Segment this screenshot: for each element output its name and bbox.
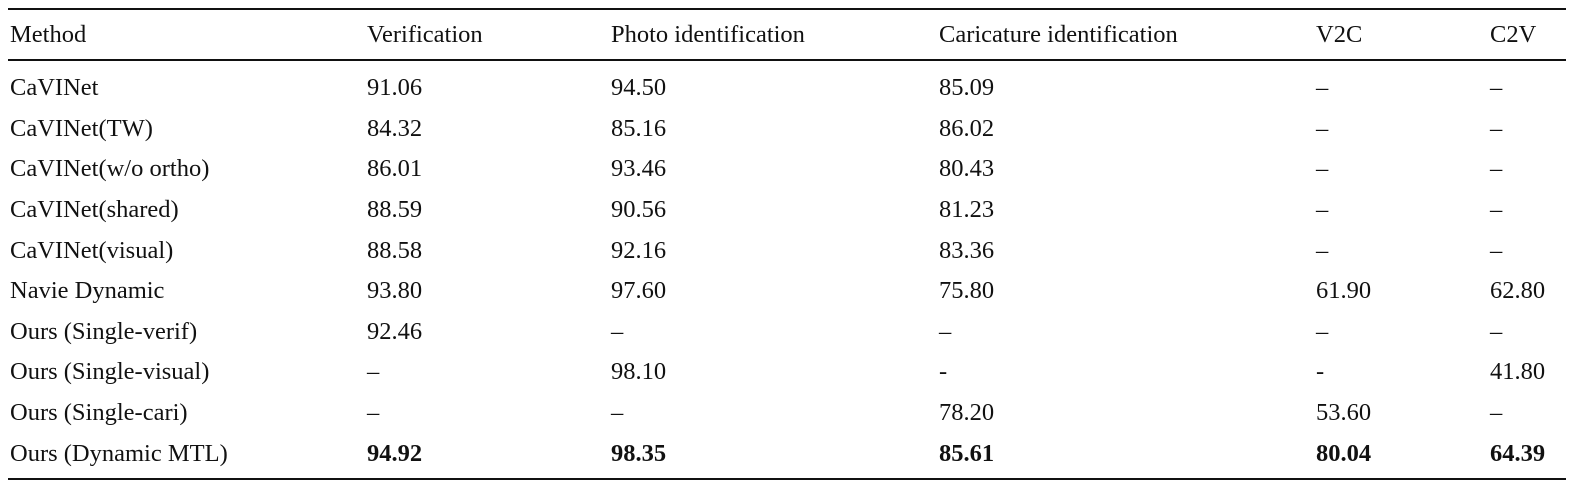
cell-v2c: 53.60 (1316, 399, 1372, 427)
cell-verification: 88.58 (367, 236, 423, 264)
cell-method: CaVINet(shared) (10, 196, 179, 224)
cell-verification: 86.01 (367, 155, 423, 183)
cell-caricature-identification: 83.36 (939, 236, 995, 264)
cell-caricature-identification: 75.80 (939, 277, 995, 305)
header-row (8, 9, 1566, 60)
header-v2c: V2C (1316, 20, 1363, 48)
cell-method: CaVINet(visual) (10, 236, 174, 264)
cell-v2c: – (1316, 317, 1329, 345)
cell-photo-identification: 94.50 (611, 74, 667, 102)
header-photo-identification: Photo identification (611, 20, 805, 48)
results-table (8, 8, 1566, 480)
table-row (8, 60, 1566, 109)
cell-v2c: – (1316, 196, 1329, 224)
cell-v2c: – (1316, 114, 1329, 142)
cell-method: CaVINet (10, 74, 99, 102)
results-table-container (8, 8, 1564, 480)
cell-v2c: - (1316, 358, 1325, 386)
cell-method: Ours (Single-verif) (10, 317, 198, 345)
cell-caricature-identification: 81.23 (939, 196, 995, 224)
cell-verification: – (367, 358, 380, 386)
cell-caricature-identification: 86.02 (939, 114, 995, 142)
table-row (8, 149, 1566, 190)
cell-v2c: 80.04 (1316, 439, 1372, 467)
table-header (8, 9, 1566, 60)
cell-photo-identification: 98.35 (611, 439, 667, 467)
cell-c2v: – (1490, 114, 1503, 142)
cell-method: Ours (Single-visual) (10, 358, 210, 386)
table-row (8, 230, 1566, 271)
cell-method: Ours (Single-cari) (10, 399, 188, 427)
cell-photo-identification: – (611, 317, 624, 345)
cell-c2v: – (1490, 399, 1503, 427)
cell-verification: 88.59 (367, 196, 423, 224)
cell-v2c: 61.90 (1316, 277, 1372, 305)
cell-verification: 91.06 (367, 74, 423, 102)
header-method: Method (10, 20, 87, 48)
table-row (8, 312, 1566, 353)
cell-photo-identification: 85.16 (611, 114, 667, 142)
cell-verification: 84.32 (367, 114, 423, 142)
table-row (8, 393, 1566, 434)
cell-c2v: – (1490, 155, 1503, 183)
cell-caricature-identification: 78.20 (939, 399, 995, 427)
cell-photo-identification: 97.60 (611, 277, 667, 305)
header-caricature-identification: Caricature identification (939, 20, 1178, 48)
cell-verification: 94.92 (367, 439, 423, 467)
cell-c2v: – (1490, 196, 1503, 224)
cell-v2c: – (1316, 74, 1329, 102)
cell-c2v: – (1490, 236, 1503, 264)
table-row (8, 433, 1566, 479)
cell-verification: 92.46 (367, 317, 423, 345)
header-c2v: C2V (1490, 20, 1537, 48)
cell-photo-identification: – (611, 399, 624, 427)
cell-method: Ours (Dynamic MTL) (10, 439, 228, 467)
cell-photo-identification: 98.10 (611, 358, 667, 386)
cell-v2c: – (1316, 155, 1329, 183)
cell-verification: – (367, 399, 380, 427)
table-row (8, 109, 1566, 150)
header-verification: Verification (367, 20, 483, 48)
cell-method: Navie Dynamic (10, 277, 165, 305)
cell-method: CaVINet(w/o ortho) (10, 155, 210, 183)
cell-caricature-identification: 85.61 (939, 439, 995, 467)
cell-c2v: – (1490, 317, 1503, 345)
cell-c2v: – (1490, 74, 1503, 102)
cell-caricature-identification: - (939, 358, 948, 386)
cell-verification: 93.80 (367, 277, 423, 305)
table-row (8, 352, 1566, 393)
cell-photo-identification: 92.16 (611, 236, 667, 264)
table-row (8, 271, 1566, 312)
cell-v2c: – (1316, 236, 1329, 264)
cell-caricature-identification: 80.43 (939, 155, 995, 183)
cell-photo-identification: 90.56 (611, 196, 667, 224)
cell-photo-identification: 93.46 (611, 155, 667, 183)
cell-c2v: 62.80 (1490, 277, 1546, 305)
cell-c2v: 41.80 (1490, 358, 1546, 386)
table-body (8, 60, 1566, 479)
cell-method: CaVINet(TW) (10, 114, 153, 142)
cell-caricature-identification: – (939, 317, 952, 345)
table-row (8, 190, 1566, 231)
cell-c2v: 64.39 (1490, 439, 1546, 467)
cell-caricature-identification: 85.09 (939, 74, 995, 102)
